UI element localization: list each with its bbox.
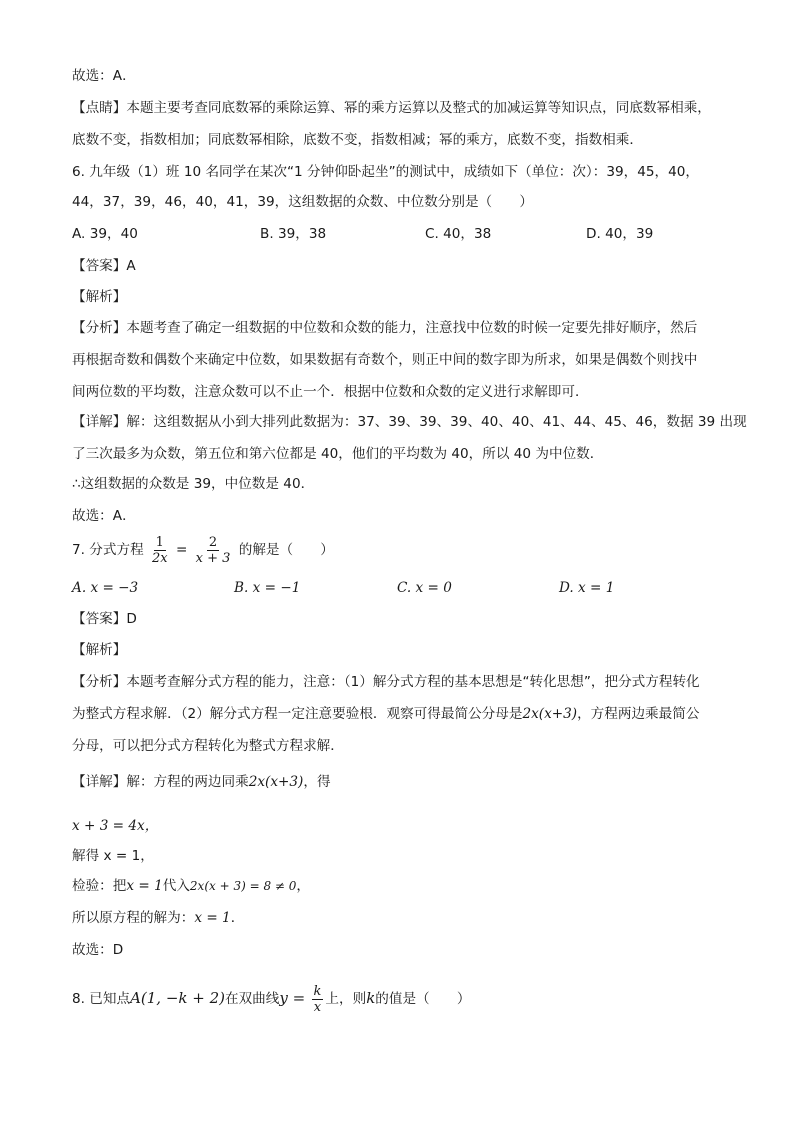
analysis-6-line-1: 【分析】本题考查了确定一组数据的中位数和众数的能力，注意找中位数的时候一定要先排好顺序，然后	[72, 320, 698, 336]
detail-7-equation: x + 3 = 4x，	[72, 818, 159, 834]
detail-7-text: ，得	[303, 774, 331, 790]
detail-7-solve: 解得 x = 1，	[72, 848, 154, 864]
fraction-denominator: x	[313, 999, 322, 1015]
detail-6-line-3: ∴这组数据的众数是 39，中位数是 40．	[72, 476, 315, 492]
option-c: C. 40，38	[425, 226, 492, 242]
analysis-7-heading: 【解析】	[72, 642, 127, 658]
fraction-k-over-x	[312, 984, 324, 1015]
question-8-suffix: 的值是（ ）	[375, 991, 471, 1007]
option-a: A. 39，40	[72, 226, 138, 242]
detail-7-text: 代入	[162, 878, 190, 894]
lcd-expression: 2x(x+3)	[248, 774, 304, 790]
analysis-6-line-2: 再根据奇数和偶数个来确定中位数，如果数据有奇数个，则正中间的数字即为所求，如果是偶数个则找中	[72, 352, 698, 368]
detail-6-line-2: 了三次最多为众数，第五位和第六位都是 40，他们的平均数为 40，所以 40 为中位数．	[72, 446, 604, 462]
answer-7: 【答案】D	[72, 611, 137, 627]
fraction-denominator: 2x	[152, 550, 168, 566]
question-7-line	[72, 532, 334, 568]
math-variable: k	[366, 989, 376, 1007]
analysis-7-text: 为整式方程求解．（2）解分式方程一定注意要验根．观察可得最简公分母是	[72, 706, 523, 722]
analysis-6-heading: 【解析】	[72, 289, 127, 305]
detail-7-text: 检验：把	[72, 878, 127, 894]
question-8-line	[72, 980, 470, 1017]
detail-6-line-1: 【详解】解：这组数据从小到大排列此数据为：37、39、39、39、40、40、41、44、45、46，数据 39 出现	[72, 414, 747, 430]
question-7-prefix: 7. 分式方程	[72, 542, 144, 558]
fraction-numerator: 2	[208, 534, 218, 550]
question-8-text: 上，则	[325, 991, 367, 1007]
detail-7-text: 【详解】解：方程的两边同乘	[72, 774, 249, 790]
option-d: D. 40，39	[586, 226, 654, 242]
point-a: A(1, −k + 2)	[130, 989, 225, 1007]
option-b: B. x = −1	[234, 580, 301, 596]
comment-line-2: 底数不变，指数相加；同底数幂相除，底数不变，指数相减；幂的乘方，底数不变，指数相乘．	[72, 132, 643, 148]
fraction-numerator: 1	[155, 534, 164, 550]
lcd-expression: 2x(x+3)	[522, 706, 578, 722]
math-expression: 2x(x + 3) = 8 ≠ 0	[189, 879, 297, 893]
comment-line-1: 【点睛】本题主要考查同底数幂的乘除运算、幂的乘方运算以及整式的加减运算等知识点，同底数幂相乘，	[72, 100, 711, 116]
answer-choice-prev: 故选：A．	[72, 68, 136, 84]
equals-sign: =	[175, 542, 188, 558]
fraction-1-over-2x	[150, 535, 170, 566]
question-8-prefix: 8. 已知点	[72, 991, 131, 1007]
analysis-7-line-3: 分母，可以把分式方程转化为整式方程求解．	[72, 738, 344, 754]
fraction-numerator: k	[313, 983, 322, 999]
detail-6-line-4: 故选：A．	[72, 508, 136, 524]
detail-7-line-1	[72, 772, 331, 792]
option-b: B. 39，38	[260, 226, 327, 242]
question-6-line-1: 6. 九年级（1）班 10 名同学在某次“1 分钟仰卧起坐”的测试中，成绩如下（单位：次）：39，45，40，	[72, 164, 699, 180]
analysis-7-line-2	[72, 704, 699, 724]
detail-7-text: ．	[230, 910, 245, 926]
option-a: A. x = −3	[72, 580, 139, 596]
math-expression: x = 1	[194, 910, 231, 926]
detail-7-conclusion	[72, 908, 244, 928]
analysis-7-line-1: 【分析】本题考查解分式方程的能力，注意：（1）解分式方程的基本思想是“转化思想”，把分式方程转化	[72, 674, 700, 690]
question-7-suffix: 的解是（ ）	[238, 542, 334, 558]
fraction-2-over-x-plus-3	[194, 535, 233, 566]
option-d: D. x = 1	[559, 580, 615, 596]
answer-6: 【答案】A	[72, 258, 136, 274]
analysis-7-text: ，方程两边乘最简公	[577, 706, 700, 722]
option-c: C. x = 0	[397, 580, 452, 596]
math-expression: y =	[279, 989, 306, 1007]
question-8-text: 在双曲线	[225, 991, 280, 1007]
math-expression: x = 1	[126, 878, 163, 894]
analysis-6-line-3: 间两位数的平均数，注意众数可以不止一个．根据中位数和众数的定义进行求解即可．	[72, 384, 589, 400]
detail-7-check	[72, 876, 310, 896]
question-6-line-2: 44，37，39，46，40，41，39，这组数据的众数、中位数分别是（ ）	[72, 194, 533, 210]
detail-7-choice: 故选：D	[72, 942, 124, 958]
fraction-denominator: x + 3	[195, 550, 231, 566]
detail-7-text: ，	[296, 878, 311, 894]
detail-7-text: 所以原方程的解为：	[72, 910, 195, 926]
